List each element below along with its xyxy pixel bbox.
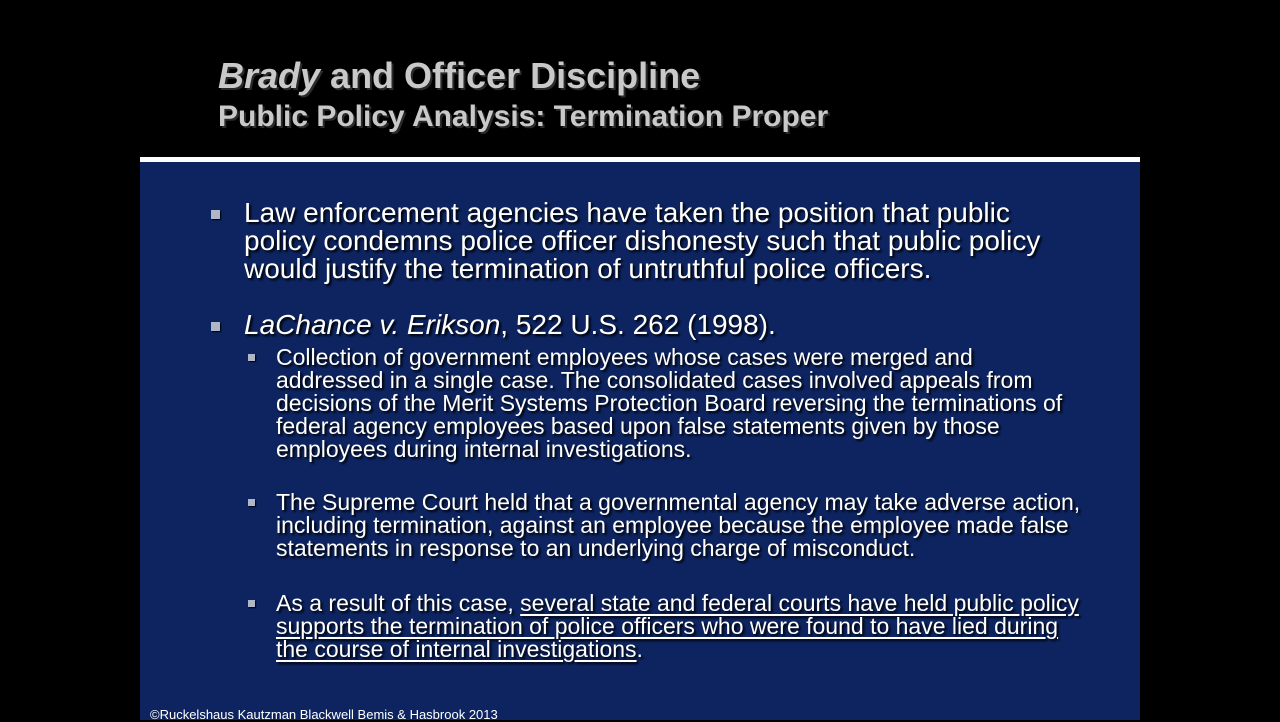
sub-bullet-2-text: The Supreme Court held that a governmental agency may take adverse action, including termination, against an employee because the employee made false statements in response to an underlying charge of misconduct. — [276, 489, 1081, 561]
sub-bullet-1 — [276, 346, 1086, 461]
sub-bullet-3-prefix: As a result of this case, — [276, 590, 521, 616]
case-citation: , 522 U.S. 262 (1998). — [500, 309, 776, 340]
square-bullet-icon — [211, 322, 220, 331]
case-name: LaChance v. Erikson — [244, 309, 501, 340]
subtitle: Public Policy Analysis: Termination Proper — [218, 100, 829, 133]
sub-bullet-3-underlined: several state and federal courts have held public policy supports the termination of police officers who were found to have lied during the course of internal investigations — [276, 590, 1079, 662]
bullet-1-text: Law enforcement agencies have taken the position that public policy condemns police officer dishonesty such that public policy would justify the termination of untruthful police officers. — [244, 197, 1041, 284]
bullet-1 — [244, 199, 1074, 283]
square-bullet-icon — [248, 600, 255, 607]
sub-bullet-3 — [276, 592, 1086, 661]
sub-bullet-3-suffix: . — [636, 636, 643, 662]
title-line-1 — [218, 55, 1118, 96]
bullet-2 — [244, 311, 1074, 339]
square-bullet-icon — [248, 354, 255, 361]
title-italic-word: Brady — [218, 55, 321, 96]
content-panel — [140, 157, 1140, 720]
slide-title — [218, 55, 1118, 133]
title-rest: and Officer Discipline — [320, 55, 701, 96]
sub-bullet-2 — [276, 491, 1086, 560]
divider-rule — [140, 157, 1140, 162]
square-bullet-icon — [248, 499, 255, 506]
copyright-footer: ©Ruckelshaus Kautzman Blackwell Bemis & Hasbrook 2013 — [150, 707, 498, 722]
sub-bullet-1-text: Collection of government employees whose cases were merged and addressed in a single case. The consolidated cases involved appeals from decisions of the Merit Systems Protection Board reversing the terminations of federal agency employees based upon false statements given by those employees during internal investigations. — [276, 344, 1063, 462]
square-bullet-icon — [211, 210, 220, 219]
